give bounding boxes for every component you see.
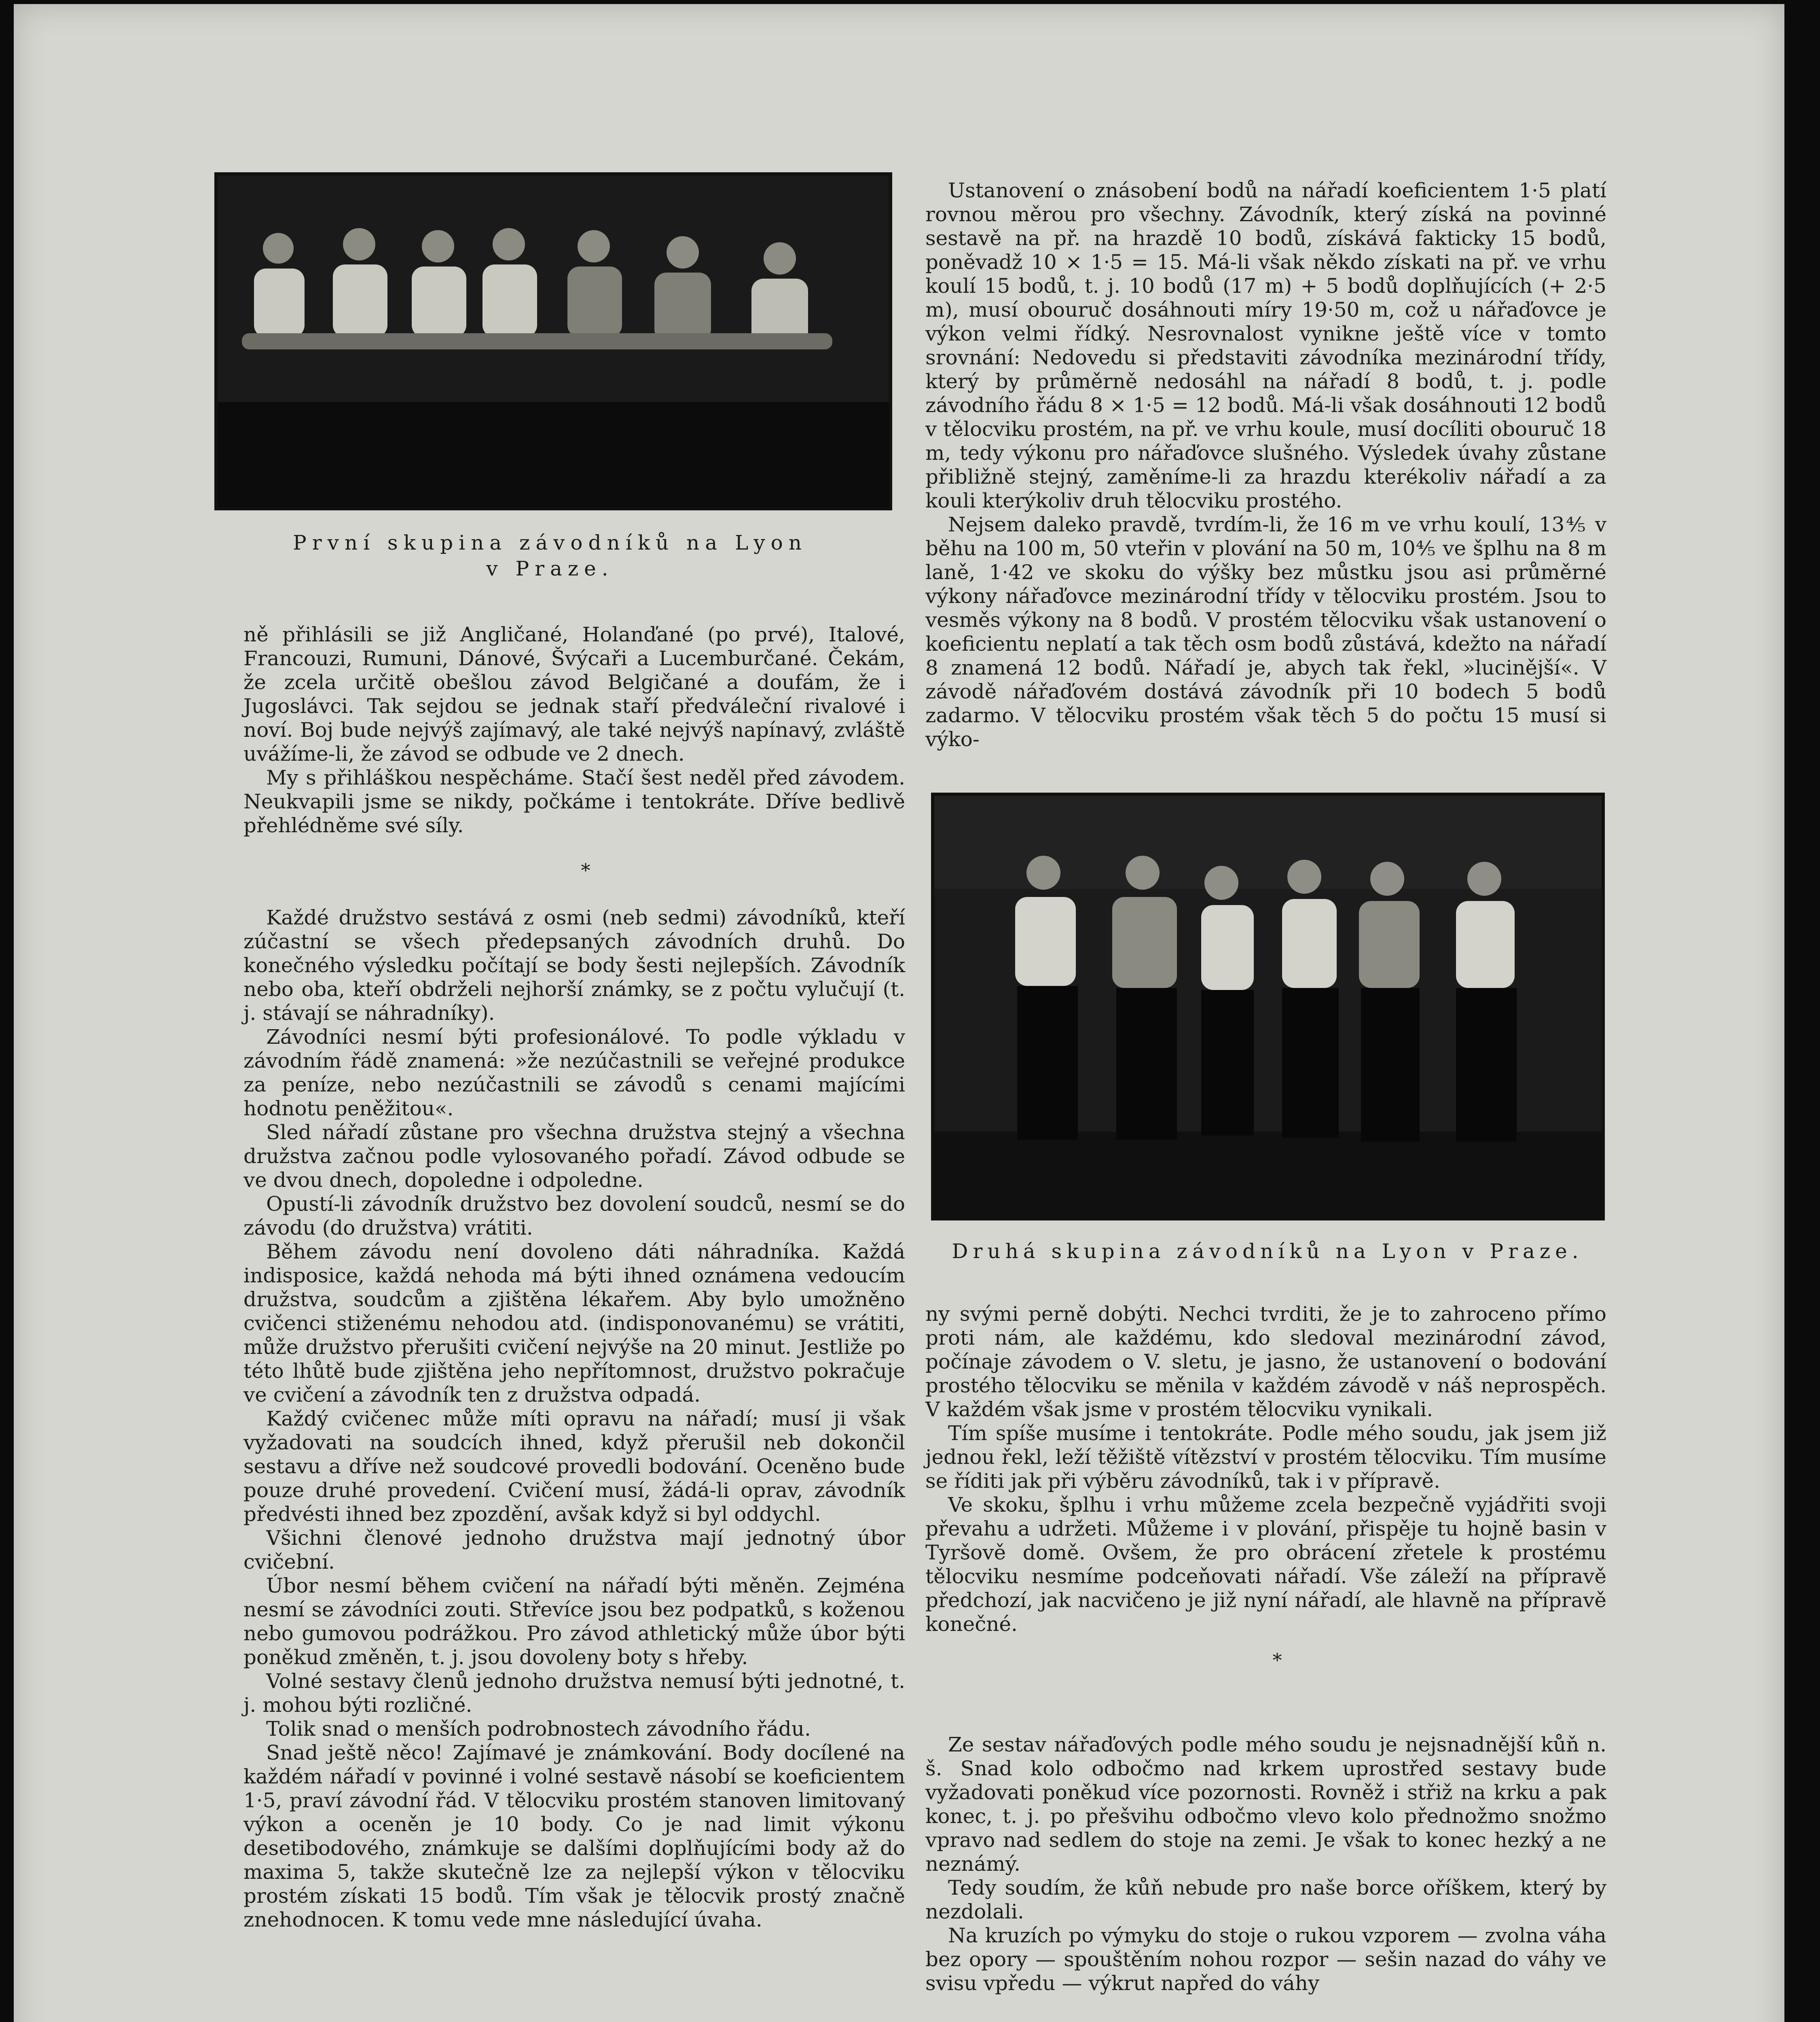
paragraph: Ustanovení o znásobení bodů na nářadí koeficientem 1·5 platí rovnou měrou pro všechny. Závodník, který získá na povinné sestavě na př. na hrazdě 10 bodů, získává fakticky 15 bodů, poněvadž 10 × 1·5 = 15. Má-li však někdo získati na př. ve vrhu koulí 15 bodů, t. j. 10 bodů (17 m) + 5 bodů doplňujících (+ 2·5 m), musí obouruč dosáhnouti míry 19·50 m, což u nářaďovce je výkon velmi řídký. Nesrovnalost vynikne ještě více v tomto srovnání: Nedovedu si představiti závodníka mezinárodní třídy, který by průměrně nedosáhl na nářadí 8 bodů, t. j. podle závodního řádu 8 × 1·5 = 12 bodů. Má-li však dosáhnouti 12 bodů v tělocviku prostém, na př. ve vrhu koule, musí docíliti obouruč 18 m, tedy výkonu pro nářaďovce slušného. Výsledek úvahy zůstane přibližně stejný, zaměníme-li za hrazdu kterékoliv nářadí a za kouli kterýkoliv druh tělocviku prostého.: [925, 179, 1606, 512]
paragraph: Každé družstvo sestává z osmi (neb sedmi) závodníků, kteří zúčastní se všech předepsaných závodních druhů. Do konečného výsledku počítají se body šesti nejlepších. Závodník nebo oba, kteří obdrželi nejhorší známky, se z počtu vylučují (t. j. stávají se náhradníky).: [243, 906, 905, 1025]
paragraph: Na kruzích po výmyku do stoje o rukou vzporem — zvolna váha bez opory — spouštěním nohou rozpor — sešin nazad do váhy ve svisu vpředu — výkrut napřed do váhy: [925, 1924, 1606, 1995]
left-column: [243, 623, 905, 1932]
paragraph: Během závodu není dovoleno dáti náhradníka. Každá indisposice, každá nehoda má býti ihned oznámena vedoucím družstva, soudcům a zjištěna lékařem. Aby bylo umožněno cvičenci stiženému nehodou atd. (indisponovanému) se vrátiti, může družstvo přerušiti cvičení nejvýše na 20 minut. Jestliže po této lhůtě bude zjištěna jeho nepřítomnost, družstvo pokračuje ve cvičení a závodník ten z družstva odpadá.: [243, 1240, 905, 1407]
photo-first-group: [214, 172, 892, 510]
paragraph: Ve skoku, šplhu i vrhu můžeme zcela bezpečně vyjádřiti svoji převahu a udržeti. Můžeme i v plování, přispěje tu hojně basin v Tyršově domě. Ovšem, že pro obrácení zřetele k prostému tělocviku nesmíme podceňovati nářadí. Vše záleží na přípravě předchozí, jak nacvičeno je již nyní nářadí, ale hlavně na přípravě konečné.: [925, 1493, 1606, 1636]
photo1-caption: [214, 530, 886, 582]
photo-second-group: [931, 793, 1605, 1220]
athletes-group-image: [218, 176, 889, 507]
paragraph: Snad ještě něco! Zajímavé je známkování. Body docílené na každém nářadí v povinné i volné sestavě násobí se koeficientem 1·5, praví závodní řád. V tělocviku prostém stanoven limitovaný výkon a oceněn je 10 body. Co je nad limit výkonu desetibodového, známkuje se dalšími doplňujícími body až do maxima 5, takže skutečně lze za nejlepší výkon v tělocviku prostém získati 15 bodů. Tím však je tělocvik prostý značně znehodnocen. K tomu vede mne následující úvaha.: [243, 1741, 905, 1931]
paragraph: Tolik snad o menších podrobnostech závodního řádu.: [266, 1717, 811, 1741]
section-divider: *: [1272, 1649, 1282, 1671]
paragraph: ny svými perně dobýti. Nechci tvrditi, že je to zahroceno přímo proti nám, ale každému, kdo sledoval mezinárodní závod, počínaje závodem o V. sletu, je jasno, že ustanovení o bodování prostého tělocviku se měnila v každém závodě v náš neprospěch. V každém však jsme v prostém tělocviku vynikali.: [925, 1302, 1606, 1421]
paragraph: ně přihlásili se již Angličané, Holanďané (po prvé), Italové, Francouzi, Rumuni, Dánové, Švýcaři a Lucemburčané. Čekám, že zcela určitě obešlou závod Belgičané a doufám, že i Jugoslávci. Tak sejdou se jednak staří předváleční rivalové i noví. Boj bude nejvýš zajímavý, ale také nejvýš napínavý, zvláště uvážíme-li, že závod se odbude ve 2 dnech.: [243, 623, 905, 766]
photo1-caption-line1: První skupina závodníků na Lyon: [293, 531, 807, 554]
paragraph: Tím spíše musíme i tentokráte. Podle mého soudu, jak jsem již jednou řekl, leží těžiště vítězství v prostém tělocviku. Tím musíme se říditi jak při výběru závodníků, tak i v přípravě.: [925, 1421, 1606, 1493]
paragraph: Všichni členové jednoho družstva mají jednotný úbor cvičební.: [243, 1526, 905, 1574]
photo1-caption-line2: v Praze.: [486, 557, 614, 580]
paragraph: My s přihláškou nespěcháme. Stačí šest neděl před závodem. Neukvapili jsme se nikdy, počkáme i tentokráte. Dříve bedlivě přehlédněme své síly.: [243, 766, 905, 837]
paragraph: Nejsem daleko pravdě, tvrdím-li, že 16 m ve vrhu koulí, 13⅘ v běhu na 100 m, 50 vteřin v plování na 50 m, 10⅘ ve šplhu na 8 m laně, 1·42 ve skoku do výšky bez můstku jsou asi průměrné výkony nářaďovce mezinárodní třídy v tělocviku prostém. Jsou to vesměs výkony na 8 bodů. V prostém tělocviku však ustanovení o koeficientu neplatí a tak těch osm bodů zůstává, kdežto na nářadí 8 znamená 12 bodů. Nářadí je, abych tak řekl, »lucinější«. V závodě nářaďovém dostává závodník při 10 bodech 5 bodů zadarmo. V tělocviku prostém však těch 5 do počtu 15 musí si výko-: [925, 513, 1606, 751]
paragraph: Opustí-li závodník družstvo bez dovolení soudců, nesmí se do závodu (do družstva) vrátiti.: [243, 1192, 905, 1239]
paragraph: Úbor nesmí během cvičení na nářadí býti měněn. Zejména nesmí se závodníci zouti. Střevíce jsou bez podpatků, s koženou nebo gumovou podrážkou. Pro závod athletický může úbor býti poněkud změněn, t. j. jsou dovoleny boty s hřeby.: [243, 1574, 905, 1669]
page: [14, 4, 1784, 2022]
athletes-standing-image: [934, 796, 1602, 1217]
paragraph: Tedy soudím, že kůň nebude pro naše borce oříškem, který by nezdolali.: [925, 1876, 1606, 1923]
paragraph: Každý cvičenec může míti opravu na nářadí; musí ji však vyžadovati na soudcích ihned, když přerušil neb dokončil sestavu a dříve než soudcové provedli bodování. Oceněno bude pouze druhé provedení. Cvičení musí, žádá-li oprav, závodník předvésti ihned bez zpozdění, avšak když si byl oddychl.: [243, 1407, 905, 1526]
right-column-top: [925, 179, 1606, 751]
photo2-caption: Druhá skupina závodníků na Lyon v Praze.: [952, 1239, 1583, 1263]
right-column-bottom: [925, 1302, 1606, 1995]
paragraph: Ze sestav nářaďových podle mého soudu je nejsnadnější kůň n. š. Snad kolo odbočmo nad krkem uprostřed sestavy bude vyžadovati poněkud více pozornosti. Rovněž i střiž na krku a pak konec, t. j. po přešvihu odbočmo vlevo kolo přednožmo snožmo vpravo nad sedlem do stoje na zemi. Je však to konec hezký a ne neznámý.: [925, 1733, 1606, 1876]
section-divider: *: [581, 859, 590, 881]
paragraph: Sled nářadí zůstane pro všechna družstva stejný a všechna družstva začnou podle vylosovaného pořadí. Závod odbude se ve dvou dnech, dopoledne i odpoledne.: [243, 1121, 905, 1192]
paragraph: Volné sestavy členů jednoho družstva nemusí býti jednotné, t. j. mohou býti rozličné.: [243, 1669, 905, 1717]
paragraph: Závodníci nesmí býti profesionálové. To podle výkladu v závodním řádě znamená: »že nezúčastnili se veřejné produkce za peníze, nebo nezúčastnili se závodů s cenami majícími hodnotu peněžitou«.: [243, 1025, 905, 1120]
